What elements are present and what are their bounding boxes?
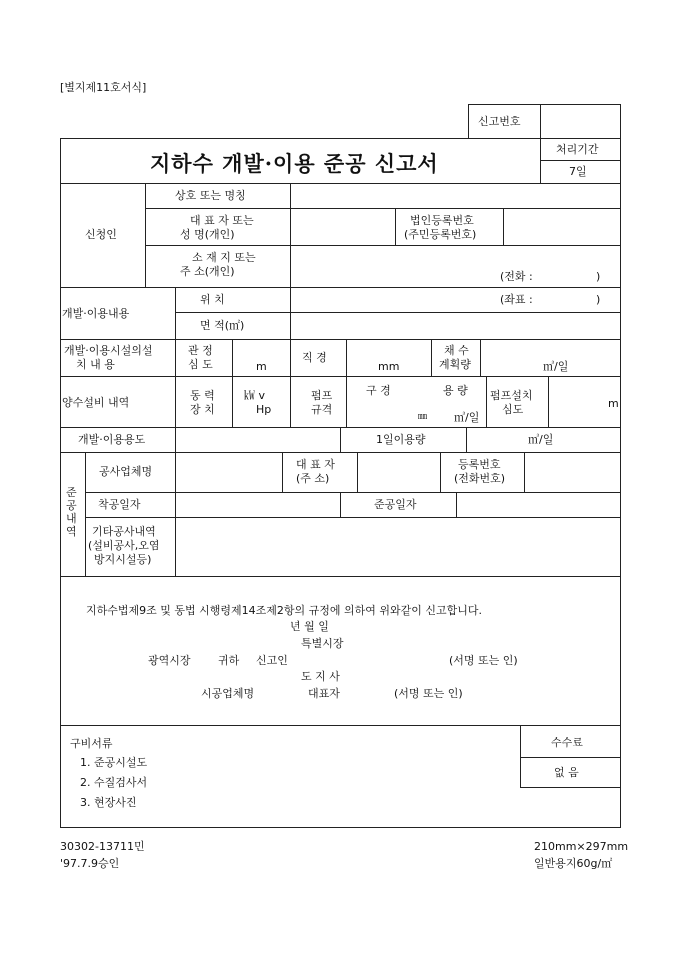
declaration-statement: 지하수법제9조 및 동법 시행령제14조제2항의 규정에 의하여 위와같이 신고합니다. [86, 604, 482, 617]
rule [346, 376, 347, 427]
other-works-label: 기타공사내역 [92, 525, 156, 538]
rule [60, 827, 621, 828]
plan-label-2: 계획량 [439, 358, 471, 371]
complete-date-label: 준공일자 [374, 498, 417, 511]
rule [431, 339, 432, 376]
rule [85, 492, 621, 493]
phone-close: ) [596, 270, 601, 283]
fee-label: 수수료 [551, 736, 583, 749]
rule [395, 208, 396, 245]
start-date-label: 착공일자 [98, 498, 141, 511]
required-document-item: 2. 수질검사서 [80, 776, 148, 789]
resident-registration-label: (주민등록번호) [404, 228, 477, 241]
paper-size: 210mm×297mm [534, 840, 629, 853]
rule [145, 183, 146, 287]
contractor-phone-label: (전화번호) [454, 472, 506, 485]
rule [468, 104, 469, 138]
rule [60, 287, 621, 288]
rule [468, 104, 621, 105]
completion-side-label: 준 [66, 486, 77, 499]
depth-label-2: 심 도 [188, 358, 213, 371]
plan-unit: ㎥/일 [543, 360, 569, 373]
special-mayor-label: 특별시장 [301, 637, 344, 650]
pump-depth-label-2: 심도 [502, 403, 524, 416]
pump-spec-label-2: 규격 [311, 403, 333, 416]
rule [480, 339, 481, 376]
facility-label: 개발·이용시설의설 [64, 344, 153, 357]
purpose-label: 개발·이용용도 [78, 433, 146, 446]
depth-unit: m [256, 360, 267, 373]
power-unit-kw: ㎾ v [244, 389, 266, 402]
rule [85, 517, 621, 518]
phone-label: (전화 : [500, 270, 533, 283]
contractor-address-label: (주 소) [296, 472, 330, 485]
depth-label: 관 정 [188, 344, 213, 357]
rule [357, 452, 358, 492]
corp-registration-label: 법인등록번호 [410, 214, 474, 227]
pumping-section-label: 양수설비 내역 [62, 396, 130, 409]
pump-depth-label: 펌프설치 [490, 389, 533, 402]
rule [520, 787, 621, 788]
rule [60, 376, 621, 377]
rule [503, 208, 504, 245]
area-label: 면 적(㎡) [200, 319, 245, 332]
location-label-2: 주 소(개인) [180, 265, 235, 278]
form-title: 지하수 개발·이용 준공 신고서 [150, 151, 439, 176]
rule [60, 339, 621, 340]
rule [620, 104, 621, 828]
power-label-2: 장 치 [190, 403, 215, 416]
rule [520, 725, 521, 787]
coordinate-close: ) [596, 293, 601, 306]
rule [540, 104, 541, 183]
rule [175, 427, 176, 452]
rule [232, 339, 233, 427]
rule [456, 492, 457, 517]
contractor-name-label: 공사업체명 [99, 465, 153, 478]
rule [60, 138, 621, 139]
applicant-sign-label: 신고인 [256, 654, 288, 667]
signature-note: (서명 또는 인) [449, 654, 518, 667]
processing-period-value: 7일 [569, 165, 587, 178]
completion-side-label: 역 [66, 525, 77, 538]
other-works-label-2: (설비공사,오염 [88, 539, 160, 552]
rule [175, 452, 176, 576]
power-unit-hp: Hp [256, 403, 272, 416]
fee-value: 없 음 [554, 766, 579, 779]
contractor-rep-label: 대 표 자 [296, 458, 335, 471]
rule [346, 339, 347, 376]
completion-side-label: 공 [66, 499, 77, 512]
completion-side-label: 내 [66, 512, 77, 525]
rule [290, 287, 291, 339]
rule [540, 160, 621, 161]
representative-label: 대 표 자 또는 [190, 214, 254, 227]
company-name-label: 상호 또는 명칭 [175, 189, 246, 202]
rule [145, 208, 621, 209]
rule [290, 339, 291, 427]
required-document-item: 3. 현장사진 [80, 796, 137, 809]
capacity-unit: ㎥/일 [454, 411, 480, 424]
rule [520, 757, 621, 758]
paper-type: 일반용지60g/㎡ [534, 857, 613, 870]
contractor-sign-label: 시공업체명 [201, 687, 255, 700]
rule [290, 183, 291, 287]
facility-label-2: 치 내 용 [76, 358, 115, 371]
form-code: 30302-13711민 [60, 840, 145, 853]
processing-period-label: 처리기간 [556, 143, 599, 156]
rule [548, 376, 549, 427]
rule [340, 427, 341, 452]
power-label: 동 력 [190, 389, 215, 402]
diameter-unit: mm [378, 360, 400, 373]
development-section-label: 개발·이용내용 [62, 307, 130, 320]
rule [486, 376, 487, 427]
recipient-label: 귀하 [218, 654, 240, 667]
representative-sign-label: 대표자 [308, 687, 340, 700]
rule [175, 287, 176, 339]
daily-usage-label: 1일이용량 [376, 433, 426, 446]
required-document-item: 1. 준공시설도 [80, 756, 148, 769]
rule [60, 576, 621, 577]
applicant-section-label: 신청인 [85, 228, 117, 241]
bore-label: 구 경 [366, 384, 391, 397]
rule [340, 492, 341, 517]
representative-label-2: 성 명(개인) [180, 228, 235, 241]
rule [282, 452, 283, 492]
coordinate-label: (좌표 : [500, 293, 533, 306]
rule [60, 452, 621, 453]
form-number-label: [별지제11호서식] [60, 81, 147, 94]
rule [440, 452, 441, 492]
rule [466, 427, 467, 452]
contractor-reg-label: 등록번호 [458, 458, 501, 471]
rule [145, 245, 621, 246]
metro-mayor-label: 광역시장 [148, 654, 191, 667]
receipt-number-label: 신고번호 [478, 115, 521, 128]
signature-note-2: (서명 또는 인) [394, 687, 463, 700]
rule [175, 339, 176, 427]
position-label: 위 치 [200, 293, 225, 306]
rule [175, 312, 621, 313]
pump-depth-unit: m [608, 397, 619, 410]
rule [524, 452, 525, 492]
rule [85, 452, 86, 576]
pump-spec-label: 펌프 [311, 389, 333, 402]
location-label: 소 재 지 또는 [192, 251, 256, 264]
capacity-label: 용 량 [443, 384, 468, 397]
required-documents-title: 구비서류 [70, 737, 113, 750]
plan-label: 채 수 [444, 344, 469, 357]
daily-usage-unit: ㎥/일 [528, 433, 554, 446]
approval-date: '97.7.9승인 [60, 857, 120, 870]
bore-unit: ㎜ [418, 412, 428, 422]
declaration-date: 년 월 일 [290, 620, 329, 633]
diameter-label: 직 경 [302, 351, 327, 364]
other-works-label-3: 방지시설등) [94, 553, 152, 566]
rule [60, 725, 621, 726]
governor-label: 도 지 사 [301, 670, 340, 683]
